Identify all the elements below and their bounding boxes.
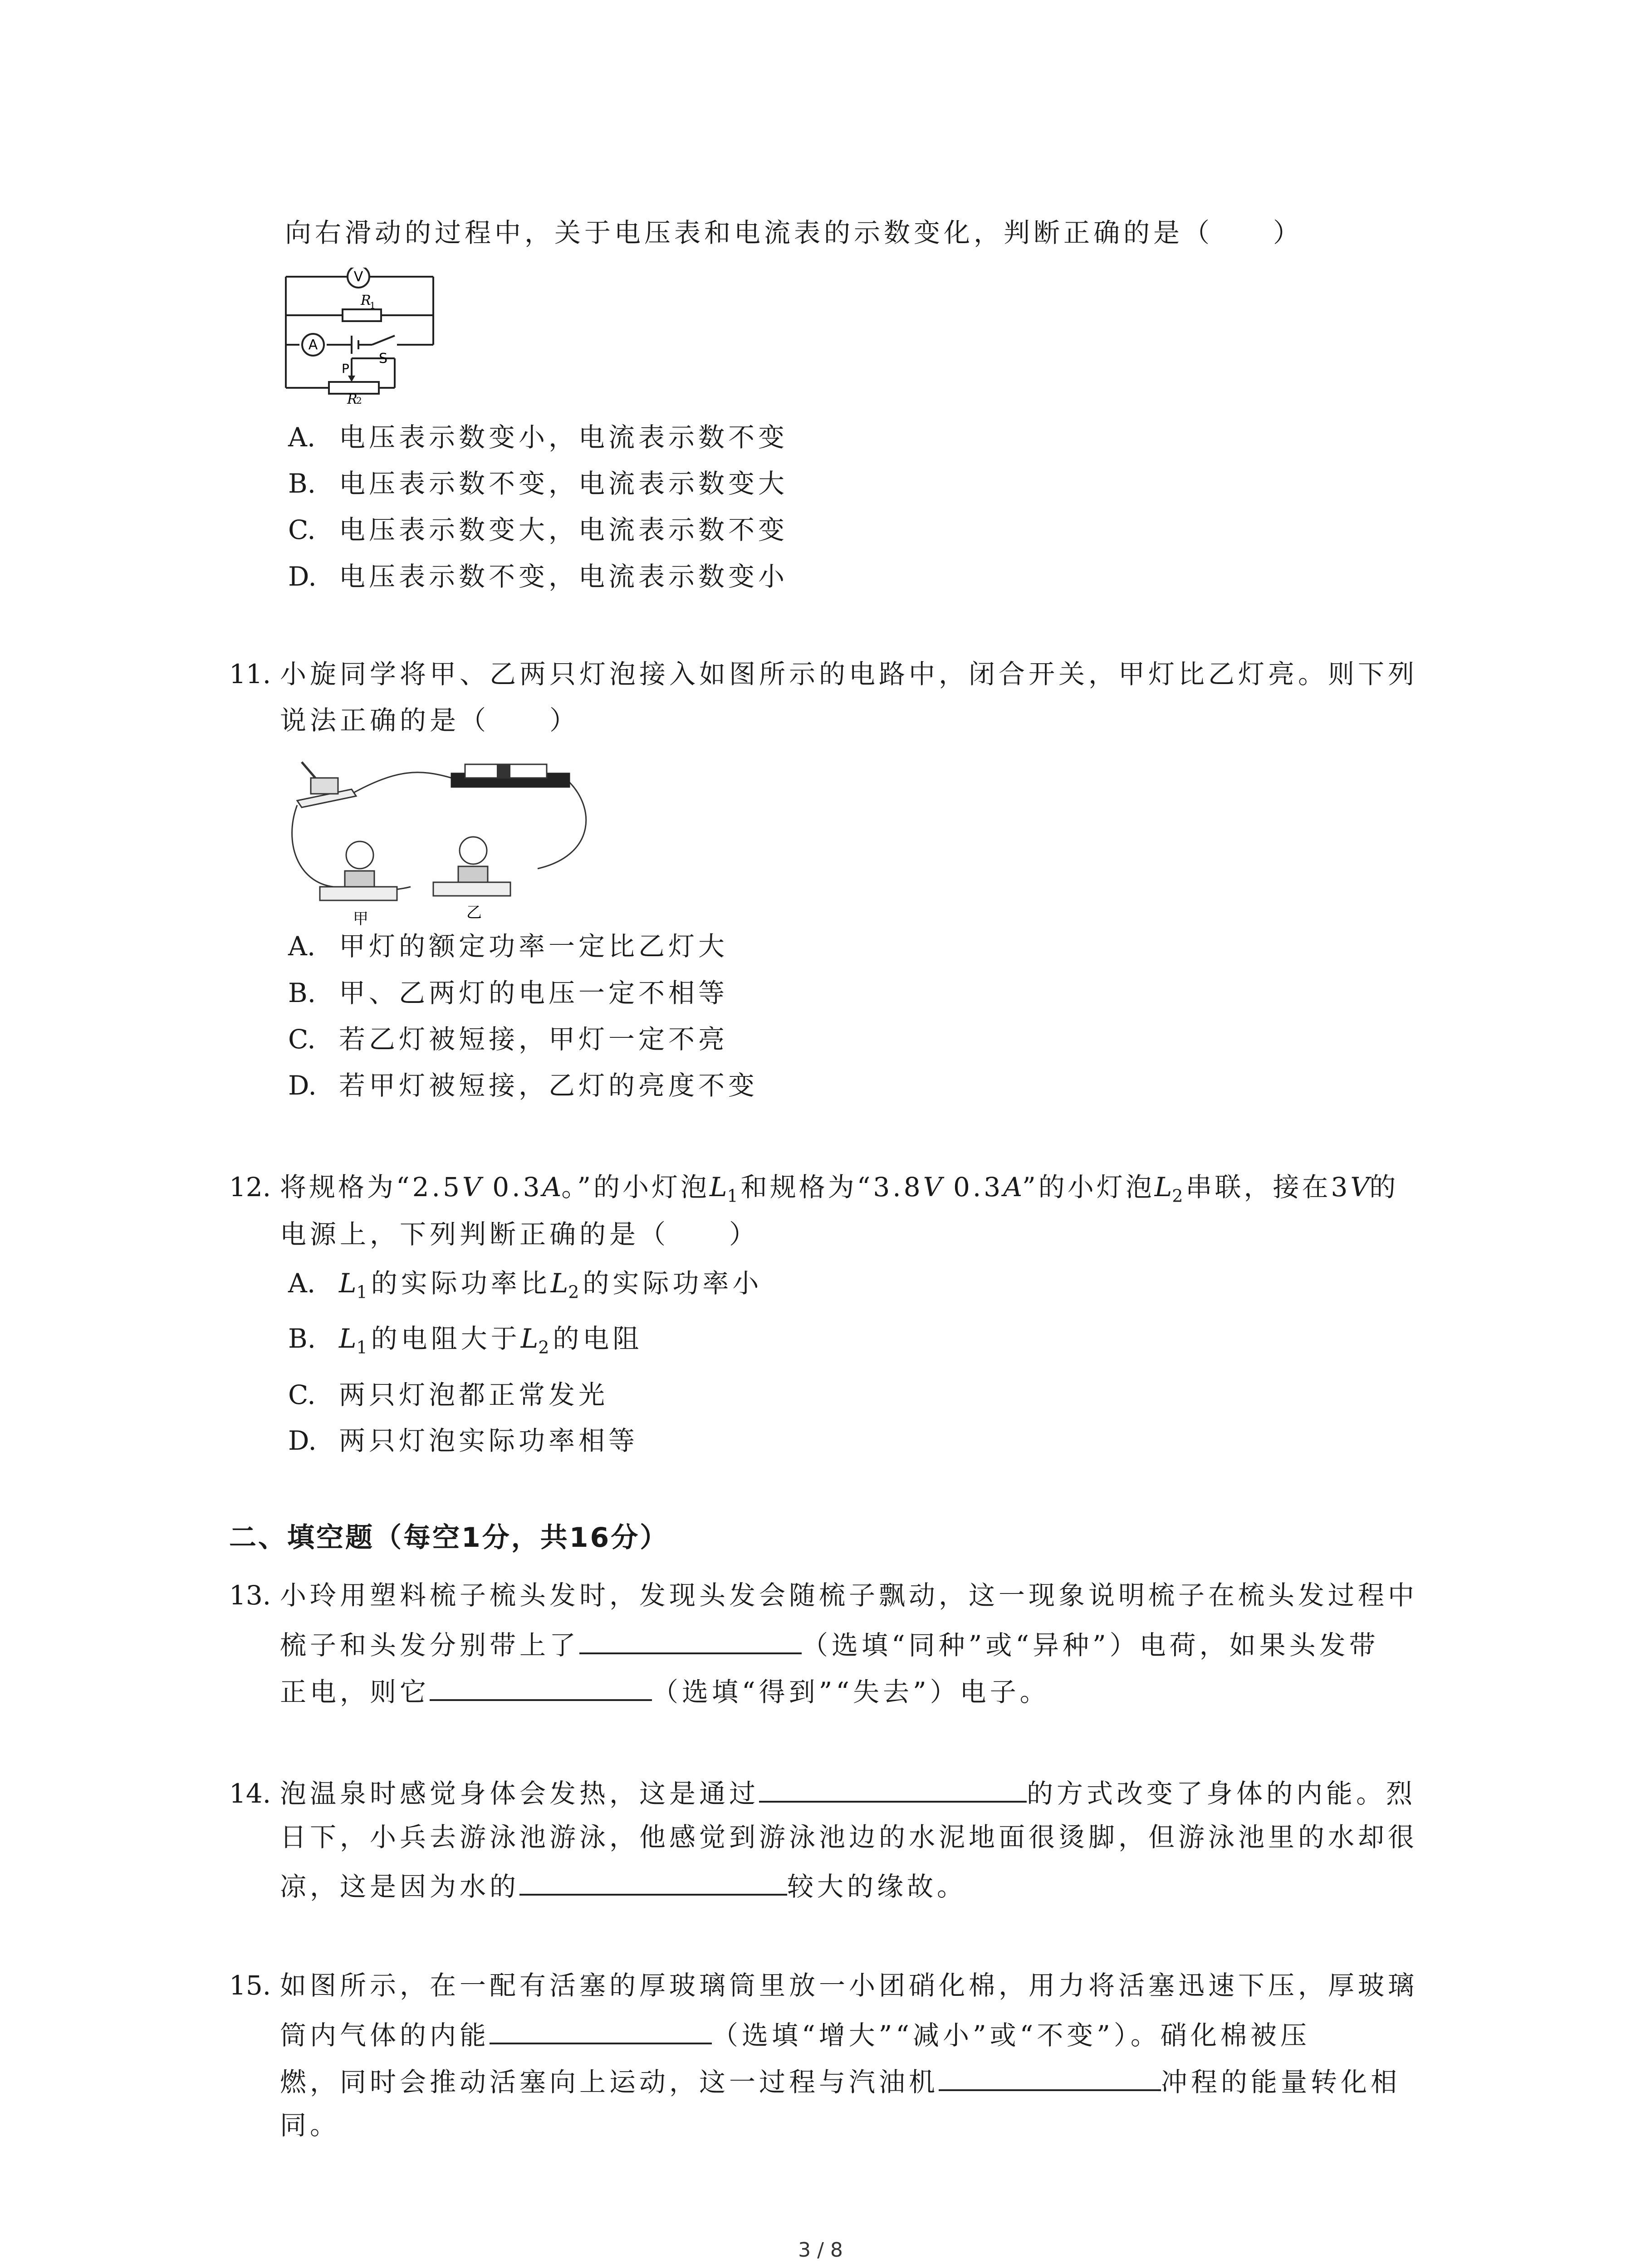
q12-option-d: D. 两只灯泡实际功率相等 <box>288 1425 639 1456</box>
q12-stem-line2: 电源上，下列判断正确的是（ ） <box>280 1219 759 1250</box>
q12-stem-line1: 12. 将规格为“2.5V 0.3A。”的小灯泡$L_1$和规格为“3.8V 0.3A”的小灯泡$L_2$串联，接在3V的 <box>229 1172 1399 1206</box>
q13-blank-2[interactable] <box>430 1673 652 1701</box>
switch-icon <box>311 778 338 794</box>
q11-stem-line2: 说法正确的是（ ） <box>280 705 580 736</box>
fig-label-r1: R <box>361 293 371 308</box>
q10-circuit-figure <box>284 268 438 404</box>
q10-option-c: C. 电压表示数变大，电流表示数不变 <box>288 514 789 545</box>
q14-line1: 14. 泡温泉时感觉身体会发热，这是通过 的方式改变了身体的内能。烈 <box>229 1774 1416 1809</box>
q13-blank-1[interactable] <box>579 1626 802 1654</box>
q15-blank-1[interactable] <box>490 2016 712 2044</box>
fig-label-r2-sub: 2 <box>356 395 362 404</box>
q15-line3: 燃，同时会推动活塞向上运动，这一过程与汽油机 冲程的能量转化相 <box>280 2063 1401 2098</box>
q15-blank-2[interactable] <box>939 2063 1161 2091</box>
q13-line3: 正电，则它 （选填“得到”“失去”）电子。 <box>280 1673 1050 1708</box>
q15-line2: 筒内气体的内能 （选填“增大”“减小”或“不变”）。硝化棉被压 <box>280 2016 1310 2051</box>
q11-circuit-figure <box>284 751 601 928</box>
q15-line1: 15. 如图所示，在一配有活塞的厚玻璃筒里放一小团硝化棉，用力将活塞迅速下压，厚玻璃 <box>229 1970 1418 2001</box>
q10-option-d: D. 电压表示数不变，电流表示数变小 <box>288 561 789 592</box>
lamp-jia-icon <box>346 841 373 869</box>
fig-label-p: P <box>342 361 349 376</box>
fig-label-r1-sub: 1 <box>370 300 376 311</box>
fig-label-s: S <box>379 351 388 367</box>
q13-line1: 13. 小玲用塑料梳子梳头发时，发现头发会随梳子飘动，这一现象说明梳子在梳头发过程中 <box>229 1580 1418 1611</box>
q11-option-c: C. 若乙灯被短接，甲灯一定不亮 <box>288 1024 729 1055</box>
page-number: 3 / 8 <box>798 2239 843 2262</box>
q13-line2: 梳子和头发分别带上了 （选填“同种”或“异种”）电荷，如果头发带 <box>280 1626 1379 1661</box>
q12-option-b: B. $L_1$的电阻大于$L_2$的电阻 <box>288 1323 643 1358</box>
fig-label-jia: 甲 <box>353 910 368 928</box>
section-title: 二、填空题（每空1分，共16分） <box>229 1522 669 1554</box>
q14-line3: 凉，这是因为水的 较大的缘故。 <box>280 1867 967 1902</box>
q10-option-b: B. 电压表示数不变，电流表示数变大 <box>288 468 789 499</box>
q15-line4: 同。 <box>280 2110 340 2141</box>
fig-label-v: V <box>353 269 363 285</box>
q11-option-a: A. 甲灯的额定功率一定比乙灯大 <box>288 931 729 962</box>
fig-label-a: A <box>308 337 318 353</box>
fig-label-yi: 乙 <box>466 904 482 922</box>
q12-option-c: C. 两只灯泡都正常发光 <box>288 1379 609 1410</box>
lamp-yi-icon <box>460 837 487 864</box>
fig-label-r2: R <box>347 391 358 404</box>
q14-blank-2[interactable] <box>519 1867 787 1896</box>
q11-option-b: B. 甲、乙两灯的电压一定不相等 <box>288 978 729 1008</box>
q14-blank-1[interactable] <box>759 1774 1027 1803</box>
q11-option-d: D. 若甲灯被短接，乙灯的亮度不变 <box>288 1070 759 1101</box>
q11-stem-line1: 11. 小旋同学将甲、乙两只灯泡接入如图所示的电路中，闭合开关，甲灯比乙灯亮。则下列 <box>229 659 1418 689</box>
q14-line2: 日下，小兵去游泳池游泳，他感觉到游泳池边的水泥地面很烫脚，但游泳池里的水却很 <box>280 1822 1418 1853</box>
q10-option-a: A. 电压表示数变小，电流表示数不变 <box>288 422 789 453</box>
q12-option-a: A. $L_1$的实际功率比$L_2$的实际功率小 <box>288 1268 763 1302</box>
q10-stem-line2: 向右滑动的过程中，关于电压表和电流表的示数变化，判断正确的是（ ） <box>285 217 1303 248</box>
